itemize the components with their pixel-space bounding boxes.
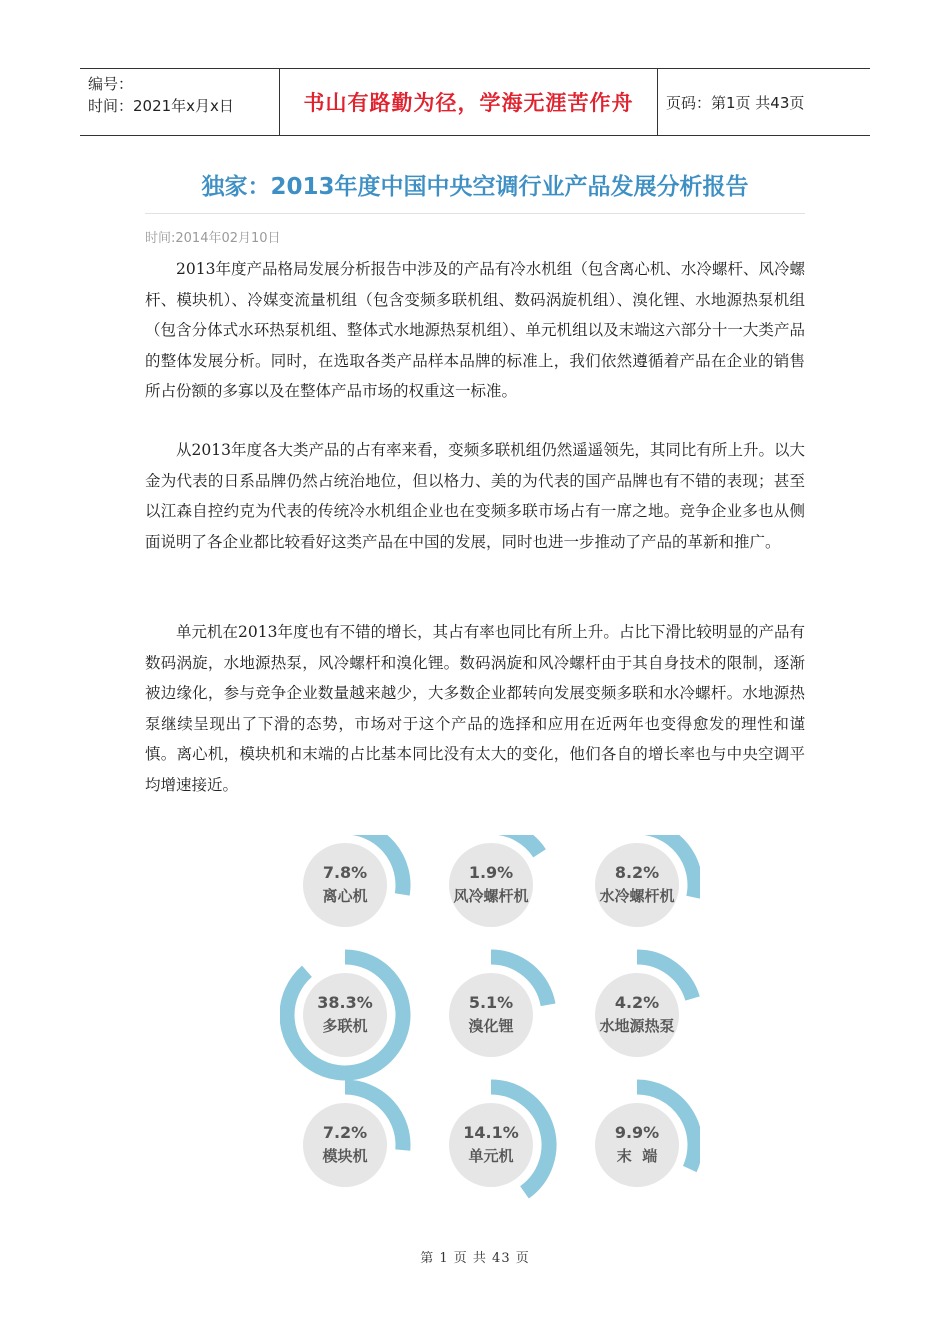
title-divider xyxy=(145,213,805,214)
article-title: 独家：2013年度中国中央空调行业产品发展分析报告 xyxy=(201,174,749,200)
stat-value: 7.2% xyxy=(322,1123,368,1142)
article-date: 时间:2014年02月10日 xyxy=(145,231,281,246)
motto-text: 书山有路勤为径，学海无涯苦作舟 xyxy=(303,91,634,115)
stat-value: 8.2% xyxy=(614,863,660,882)
paragraph-3: 单元机在2013年度也有不错的增长，其占有率也同比有所上升。占比下滑比较明显的产品有数码涡旋，水地源热泵，风冷螺杆和溴化锂。数码涡旋和风冷螺杆由于其自身技术的限制，逐渐被边缘化，参与竞争企业数量越来越少，大多数企业都转向发展变频多联和水冷螺杆。水地源热泵继续呈现出了下滑的态势，市场对于这个产品的选择和应用在近两年也变得愈发的理性和谨慎。离心机，模块机和末端的占比基本同比没有太大的变化，他们各自的增长率也与中央空调平均增速接近。 xyxy=(145,623,805,794)
page-label: 页码：第1页 共43页 xyxy=(666,93,805,112)
time-label: 时间：2021年x月x日 xyxy=(88,97,234,115)
paragraph-1: 2013年度产品格局发展分析报告中涉及的产品有冷水机组（包含离心机、水冷螺杆、风冷螺杆、模块机）、冷媒变流量机组（包含变频多联机组、数码涡旋机组）、溴化锂、水地源热泵机组（包含分体式水环热泵机组、整体式水地源热泵机组）、单元机组以及末端这六部分十一大类产品的整体发展分析。同时，在选取各类产品样本品牌的标准上，我们依然遵循着产品在企业的销售所占份额的多寡以及在整体产品市场的权重这一标准。 xyxy=(145,260,805,400)
stat-label: 离心机 xyxy=(322,887,368,905)
stat-value: 4.2% xyxy=(614,993,660,1012)
stat-label: 末 端 xyxy=(616,1147,658,1165)
paragraph-2: 从2013年度各大类产品的占有率来看，变频多联机组仍然遥遥领先，其同比有所上升。以大金为代表的日系品牌仍然占统治地位，但以格力、美的为代表的国产品牌也有不错的表现；甚至以江森自控约克为代表的传统冷水机组企业也在变频多联市场占有一席之地。竞争企业多也从侧面说明了各企业都比较看好这类产品在中国的发展，同时也进一步推动了产品的革新和推广。 xyxy=(145,441,805,551)
header-page-cell xyxy=(658,69,870,135)
stat-value: 14.1% xyxy=(463,1123,519,1142)
stat-label: 溴化锂 xyxy=(468,1017,514,1035)
stat-label: 水冷螺杆机 xyxy=(599,887,675,905)
stat-label: 多联机 xyxy=(322,1017,368,1035)
header-motto-cell xyxy=(280,69,658,135)
stat-value: 7.8% xyxy=(322,863,368,882)
stat-label: 单元机 xyxy=(468,1147,514,1165)
stat-value: 9.9% xyxy=(614,1123,660,1142)
stat-value: 5.1% xyxy=(468,993,514,1012)
stat-label: 风冷螺杆机 xyxy=(453,887,529,905)
page-footer: 第 1 页 共 43 页 xyxy=(420,1251,530,1266)
header-meta xyxy=(80,69,280,135)
document-header xyxy=(80,68,870,136)
stat-label: 水地源热泵 xyxy=(599,1017,675,1035)
stat-value: 1.9% xyxy=(468,863,514,882)
stat-label: 模块机 xyxy=(322,1147,368,1165)
market-share-chart xyxy=(280,835,700,1230)
stat-value: 38.3% xyxy=(317,993,373,1012)
number-label: 编号： xyxy=(88,75,134,93)
